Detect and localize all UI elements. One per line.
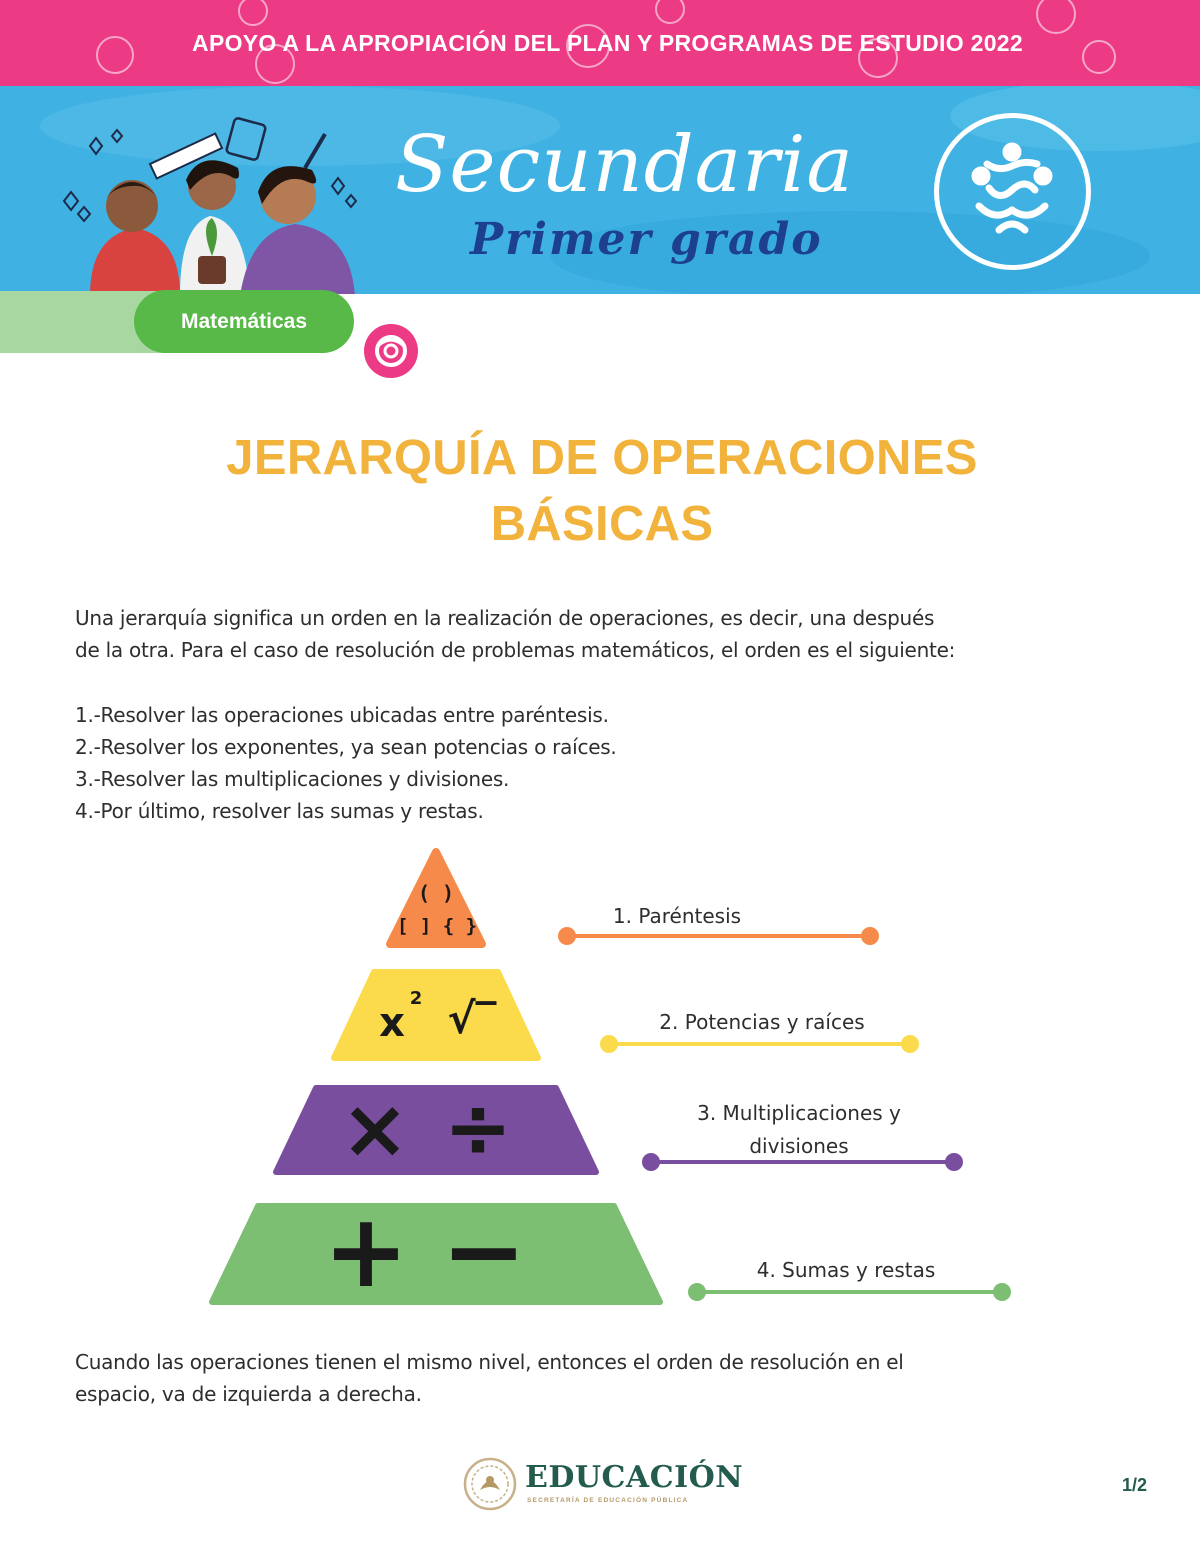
student-left (90, 180, 180, 294)
level-3-label: 3. Multiplicaciones y (697, 1101, 901, 1125)
community-logo-icon (939, 118, 1086, 265)
list-item: 3.-Resolver las multiplicaciones y divisiones. (75, 767, 510, 791)
page-number: 1/2 (1122, 1475, 1148, 1495)
book-icon (226, 117, 266, 160)
title-line-2: BÁSICAS (490, 497, 714, 551)
coat-of-arms-icon (462, 1456, 518, 1512)
minus-symbol: − (441, 1192, 527, 1311)
students-illustration (50, 106, 370, 294)
multiply-symbol: × (340, 1082, 410, 1177)
program-logo (934, 113, 1091, 270)
target-icon (364, 324, 418, 378)
level-3-label: divisiones (749, 1134, 849, 1158)
list-item: 2.-Resolver los exponentes, ya sean potencias o raíces. (75, 735, 617, 759)
brand-name: EDUCACIÓN (525, 1460, 744, 1495)
grade-title: Primer grado (470, 214, 823, 265)
intro-paragraph (75, 602, 955, 666)
list-item: 1.-Resolver las operaciones ubicadas entre paréntesis. (75, 703, 609, 727)
brackets-symbol: [ ] { } (396, 915, 478, 937)
steps-list (75, 699, 617, 827)
power-base-symbol: x (379, 1000, 405, 1046)
closing-line: espacio, va de izquierda a derecha. (75, 1382, 422, 1406)
student-right (240, 166, 355, 294)
intro-line: Una jerarquía significa un orden en la realización de operaciones, es decir, una después (75, 606, 935, 630)
list-item: 4.-Por último, resolver las sumas y restas. (75, 799, 484, 823)
bubble-decoration (238, 0, 268, 26)
power-exponent-symbol: 2 (409, 988, 423, 1009)
divide-symbol: ÷ (443, 1081, 513, 1176)
top-banner (0, 0, 1200, 86)
level-banner (0, 86, 1200, 294)
intro-line: de la otra. Para el caso de resolución de problemas matemáticos, el orden es el siguiente: (75, 638, 956, 662)
pencil-icon (305, 134, 325, 168)
pyramid-level-3 (276, 1088, 596, 1172)
level-title: Secundaria (395, 120, 854, 210)
level-2-label: 2. Potencias y raíces (659, 1010, 865, 1034)
root-symbol: √‾ (447, 994, 497, 1043)
student-middle (180, 160, 250, 294)
plus-symbol: + (323, 1192, 409, 1311)
level-1-label: 1. Paréntesis (612, 904, 742, 928)
pyramid-level-4 (212, 1206, 660, 1302)
closing-paragraph (75, 1346, 904, 1410)
brand-subtitle: SECRETARÍA DE EDUCACIÓN PÚBLICA (527, 1497, 689, 1504)
level-4-label: 4. Sumas y restas (756, 1258, 936, 1282)
parentheses-symbol: ( ) (417, 881, 455, 905)
page-title (0, 425, 1200, 557)
bubble-decoration (1036, 0, 1076, 34)
program-title: APOYO A LA APROPIACIÓN DEL PLAN Y PROGRAMAS DE ESTUDIO 2022 (192, 30, 1023, 56)
hierarchy-pyramid (0, 840, 1200, 1320)
bubble-decoration (655, 0, 685, 24)
pyramid-level-2 (334, 972, 538, 1058)
subject-pill: Matemáticas (134, 290, 354, 353)
subject-icon (364, 324, 418, 378)
closing-line: Cuando las operaciones tienen el mismo nivel, entonces el orden de resolución en el (75, 1350, 904, 1374)
title-line-1: JERARQUÍA DE OPERACIONES (226, 431, 978, 485)
